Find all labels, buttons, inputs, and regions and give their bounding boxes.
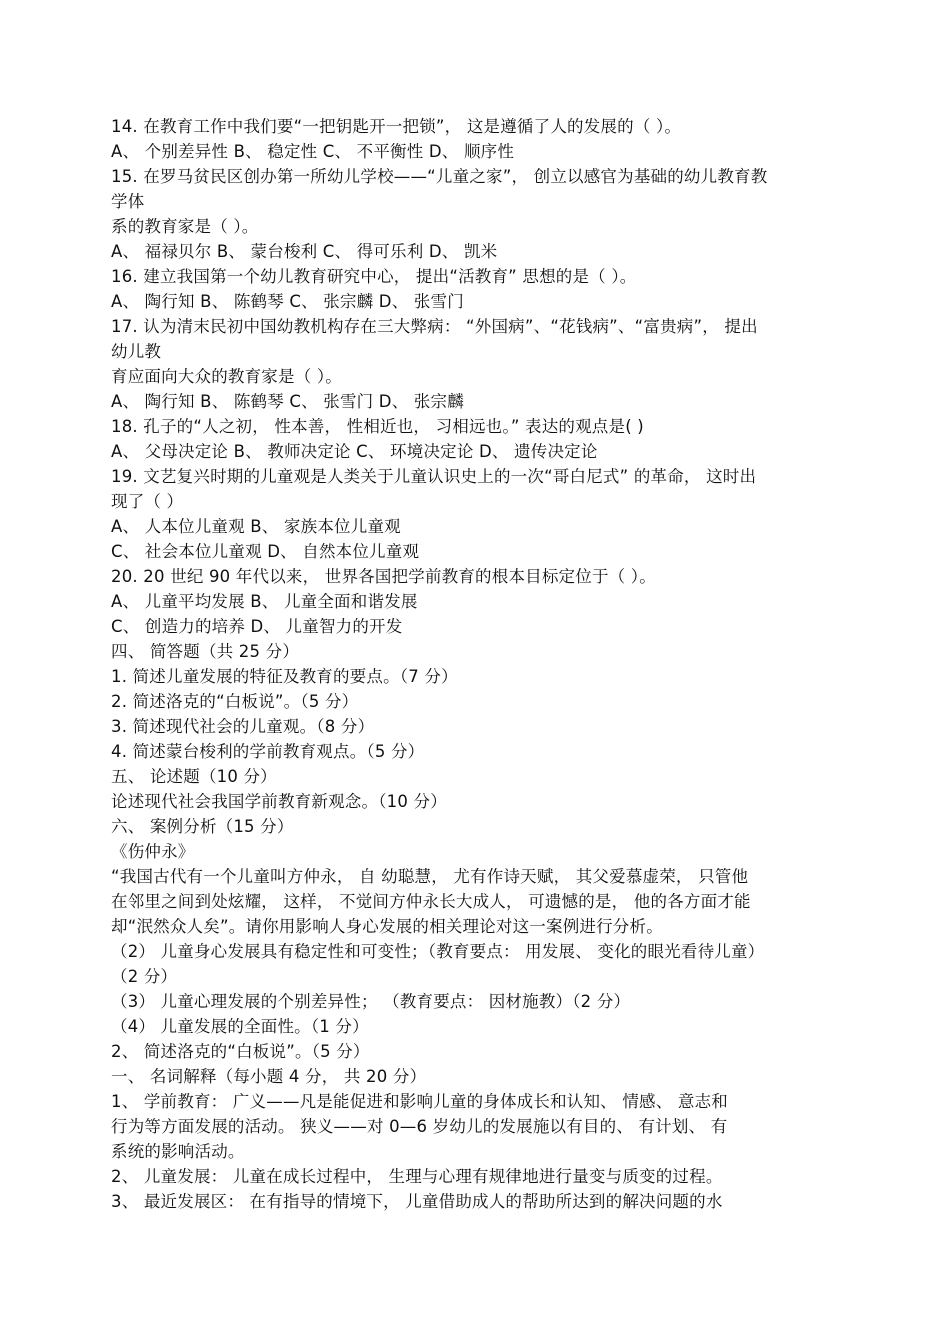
section-heading-short-answer: 四、 简答题（共 25 分） xyxy=(111,642,300,661)
short-answer-item: 4. 简述蒙台梭利的学前教育观点。（5 分） xyxy=(111,742,425,761)
question-20-options-ab: A、 儿童平均发展 B、 儿童全面和谐发展 xyxy=(111,592,418,611)
document-body xyxy=(111,114,871,1214)
short-answer-item: 2. 简述洛克的“白板说”。（5 分） xyxy=(111,692,359,711)
question-20-stem: 20. 20 世纪 90 年代以来， 世界各国把学前教育的根本目标定位于（ ）。 xyxy=(111,567,656,586)
case-answer-point: （2） 儿童身心发展具有稳定性和可变性；（教育要点： 用发展、 变化的眼光看待儿童） xyxy=(111,942,765,961)
case-paragraph: “我国古代有一个儿童叫方仲永， 自 幼聪慧， 尤有作诗天赋， 其父爱慕虚荣， 只管他 xyxy=(111,867,749,886)
question-17-options: A、 陶行知 B、 陈鹤琴 C、 张雪门 D、 张宗麟 xyxy=(111,392,464,411)
term-definition: 1、 学前教育： 广义——凡是能促进和影响儿童的身体成长和认知、 情感、 意志和 xyxy=(111,1092,728,1111)
question-15-stem-cont: 学体 xyxy=(111,192,145,211)
case-paragraph: 却“泯然众人矣”。请你用影响人身心发展的相关理论对这一案例进行分析。 xyxy=(111,917,663,936)
question-14-options: A、 个别差异性 B、 稳定性 C、 不平衡性 D、 顺序性 xyxy=(111,142,515,161)
section-heading-essay: 五、 论述题（10 分） xyxy=(111,767,277,786)
case-paragraph: 在邻里之间到处炫耀， 这样， 不觉间方仲永长大成人， 可遗憾的是， 他的各方面才能 xyxy=(111,892,751,911)
short-answer-item: 1. 简述儿童发展的特征及教育的要点。（7 分） xyxy=(111,667,458,686)
term-definition: 3、 最近发展区： 在有指导的情境下， 儿童借助成人的帮助所达到的解决问题的水 xyxy=(111,1192,723,1211)
question-19-options-ab: A、 人本位儿童观 B、 家族本位儿童观 xyxy=(111,517,401,536)
question-15-options: A、 福禄贝尔 B、 蒙台梭利 C、 得可乐利 D、 凯米 xyxy=(111,242,498,261)
case-title: 《伤仲永》 xyxy=(111,842,195,861)
term-definition: 行为等方面发展的活动。 狭义——对 0—6 岁幼儿的发展施以有目的、 有计划、 有 xyxy=(111,1117,728,1136)
question-16-options: A、 陶行知 B、 陈鹤琴 C、 张宗麟 D、 张雪门 xyxy=(111,292,464,311)
term-definition: 2、 儿童发展： 儿童在成长过程中， 生理与心理有规律地进行量变与质变的过程。 xyxy=(111,1167,723,1186)
term-definition: 系统的影响活动。 xyxy=(111,1142,245,1161)
question-15-stem: 15. 在罗马贫民区创办第一所幼儿学校——“儿童之家”， 创立以感官为基础的幼儿教育教 xyxy=(111,167,768,186)
question-18-options: A、 父母决定论 B、 教师决定论 C、 环境决定论 D、 遗传决定论 xyxy=(111,442,598,461)
question-17-stem-cont: 幼儿教 xyxy=(111,342,162,361)
question-17-stem: 17. 认为清末民初中国幼教机构存在三大弊病： “外国病”、“花钱病”、“富贵病”， 提出 xyxy=(111,317,758,336)
question-18-stem: 18. 孔子的“人之初， 性本善， 性相近也， 习相远也。” 表达的观点是( ) xyxy=(111,417,644,436)
case-answer-point: （4） 儿童发展的全面性。（1 分） xyxy=(111,1017,369,1036)
question-19-stem-cont: 现了（ ） xyxy=(111,492,184,511)
question-19-options-cd: C、 社会本位儿童观 D、 自然本位儿童观 xyxy=(111,542,420,561)
question-14-stem: 14. 在教育工作中我们要“一把钥匙开一把锁”， 这是遵循了人的发展的（ ）。 xyxy=(111,117,682,136)
short-answer-item: 3. 简述现代社会的儿童观。（8 分） xyxy=(111,717,375,736)
question-16-stem: 16. 建立我国第一个幼儿教育研究中心， 提出“活教育” 思想的是（ ）。 xyxy=(111,267,637,286)
essay-item: 论述现代社会我国学前教育新观念。（10 分） xyxy=(111,792,447,811)
answer-item: 2、 简述洛克的“白板说”。（5 分） xyxy=(111,1042,370,1061)
section-heading-case-analysis: 六、 案例分析（15 分） xyxy=(111,817,294,836)
case-answer-point: （3） 儿童心理发展的个别差异性； （教育要点： 因材施教）（2 分） xyxy=(111,992,631,1011)
case-answer-point: （2 分） xyxy=(111,967,178,986)
question-15-stem-cont: 系的教育家是（ ）。 xyxy=(111,217,259,236)
section-heading-terms: 一、 名词解释（每小题 4 分， 共 20 分） xyxy=(111,1067,427,1086)
question-20-options-cd: C、 创造力的培养 D、 儿童智力的开发 xyxy=(111,617,403,636)
question-17-stem-cont: 育应面向大众的教育家是（ ）。 xyxy=(111,367,342,386)
question-19-stem: 19. 文艺复兴时期的儿童观是人类关于儿童认识史上的一次“哥白尼式” 的革命， 这时出 xyxy=(111,467,757,486)
